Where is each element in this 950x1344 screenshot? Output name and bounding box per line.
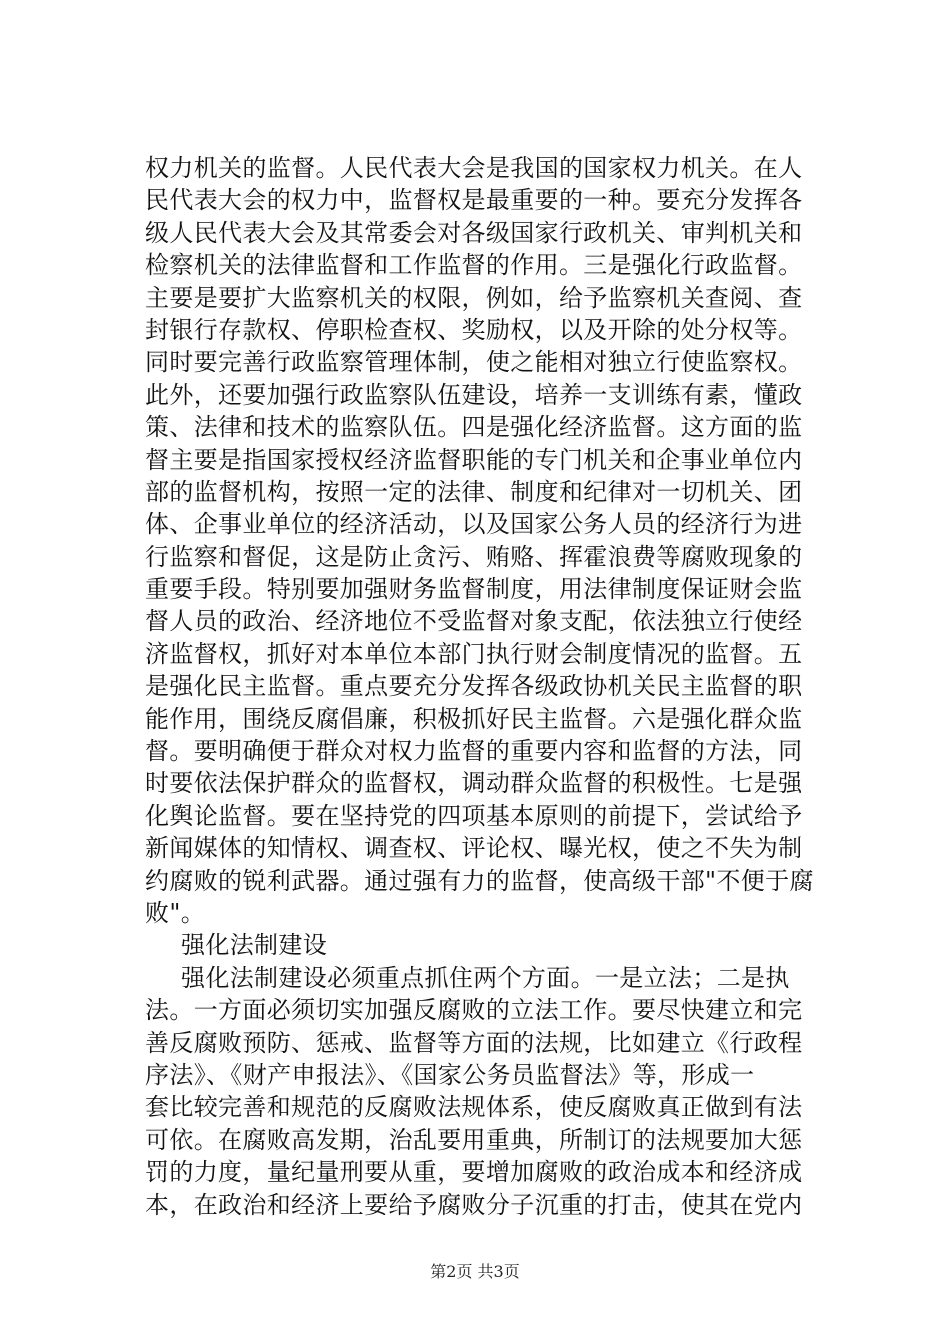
text-line: 罚的力度，量纪量刑要从重，要增加腐败的政治成本和经济成 (145, 1158, 803, 1187)
text-line: 是强化民主监督。重点要充分发挥各级政协机关民主监督的职 (145, 672, 803, 701)
text-line: 级人民代表大会及其常委会对各级国家行政机关、审判机关和 (145, 218, 803, 247)
text-line: 时要依法保护群众的监督权，调动群众监督的积极性。七是强 (145, 769, 803, 798)
text-line: 民代表大会的权力中，监督权是最重要的一种。要充分发挥各 (145, 186, 803, 215)
section-heading-text: 强化法制建设 (181, 931, 328, 960)
text-line: 行监察和督促，这是防止贪污、贿赂、挥霍浪费等腐败现象的 (145, 542, 803, 571)
text-line: 套比较完善和规范的反腐败法规体系，使反腐败真正做到有法 (145, 1093, 803, 1122)
text-line: 败"。 (145, 898, 206, 927)
text-line: 同时要完善行政监察管理体制，使之能相对独立行使监察权。 (145, 348, 803, 377)
paragraph-legal-system (145, 962, 845, 1221)
text-line: 善反腐败预防、惩戒、监督等方面的法规，比如建立《行政程 (145, 1028, 803, 1057)
page-footer (0, 1262, 950, 1282)
text-line: 序法》、《财产申报法》、《国家公务员监督法》等，形成一 (145, 1060, 755, 1089)
text-line: 封银行存款权、停职检查权、奖励权，以及开除的处分权等。 (145, 315, 803, 344)
text-line: 策、法律和技术的监察队伍。四是强化经济监督。这方面的监 (145, 413, 803, 442)
text-line: 能作用，围绕反腐倡廉，积极抓好民主监督。六是强化群众监 (145, 704, 803, 733)
document-body (145, 152, 845, 1221)
text-line: 化舆论监督。要在坚持党的四项基本原则的前提下，尝试给予 (145, 801, 803, 830)
text-line: 重要手段。特别要加强财务监督制度，用法律制度保证财会监 (145, 575, 803, 604)
text-line: 主要是要扩大监察机关的权限，例如，给予监察机关查阅、查 (145, 283, 803, 312)
text-line: 法。一方面必须切实加强反腐败的立法工作。要尽快建立和完 (145, 996, 803, 1025)
text-line: 可依。在腐败高发期，治乱要用重典，所制订的法规要加大惩 (145, 1125, 803, 1154)
text-line: 此外，还要加强行政监察队伍建设，培养一支训练有素，懂政 (145, 380, 803, 409)
text-line: 约腐败的锐利武器。通过强有力的监督，使高级干部"不便于腐 (145, 866, 814, 895)
text-line: 部的监督机构，按照一定的法律、制度和纪律对一切机关、团 (145, 477, 803, 506)
text-line: 督主要是指国家授权经济监督职能的专门机关和企事业单位内 (145, 445, 803, 474)
page-number-label: 第2页 共3页 (430, 1262, 520, 1281)
paragraph-supervision (145, 152, 845, 929)
text-line: 本，在政治和经济上要给予腐败分子沉重的打击，使其在党内 (145, 1190, 803, 1219)
text-line: 督人员的政治、经济地位不受监督对象支配，依法独立行使经 (145, 607, 803, 636)
section-heading (145, 929, 845, 961)
text-line: 体、企事业单位的经济活动，以及国家公务人员的经济行为进 (145, 510, 803, 539)
text-line: 检察机关的法律监督和工作监督的作用。三是强化行政监督。 (145, 251, 803, 280)
text-line: 强化法制建设必须重点抓住两个方面。一是立法；二是执 (181, 963, 790, 992)
text-line: 权力机关的监督。人民代表大会是我国的国家权力机关。在人 (145, 154, 803, 182)
text-line: 新闻媒体的知情权、调查权、评论权、曝光权，使之不失为制 (145, 834, 803, 863)
text-line: 济监督权，抓好对本单位本部门执行财会制度情况的监督。五 (145, 639, 803, 668)
text-line: 督。要明确便于群众对权力监督的重要内容和监督的方法，同 (145, 737, 803, 766)
